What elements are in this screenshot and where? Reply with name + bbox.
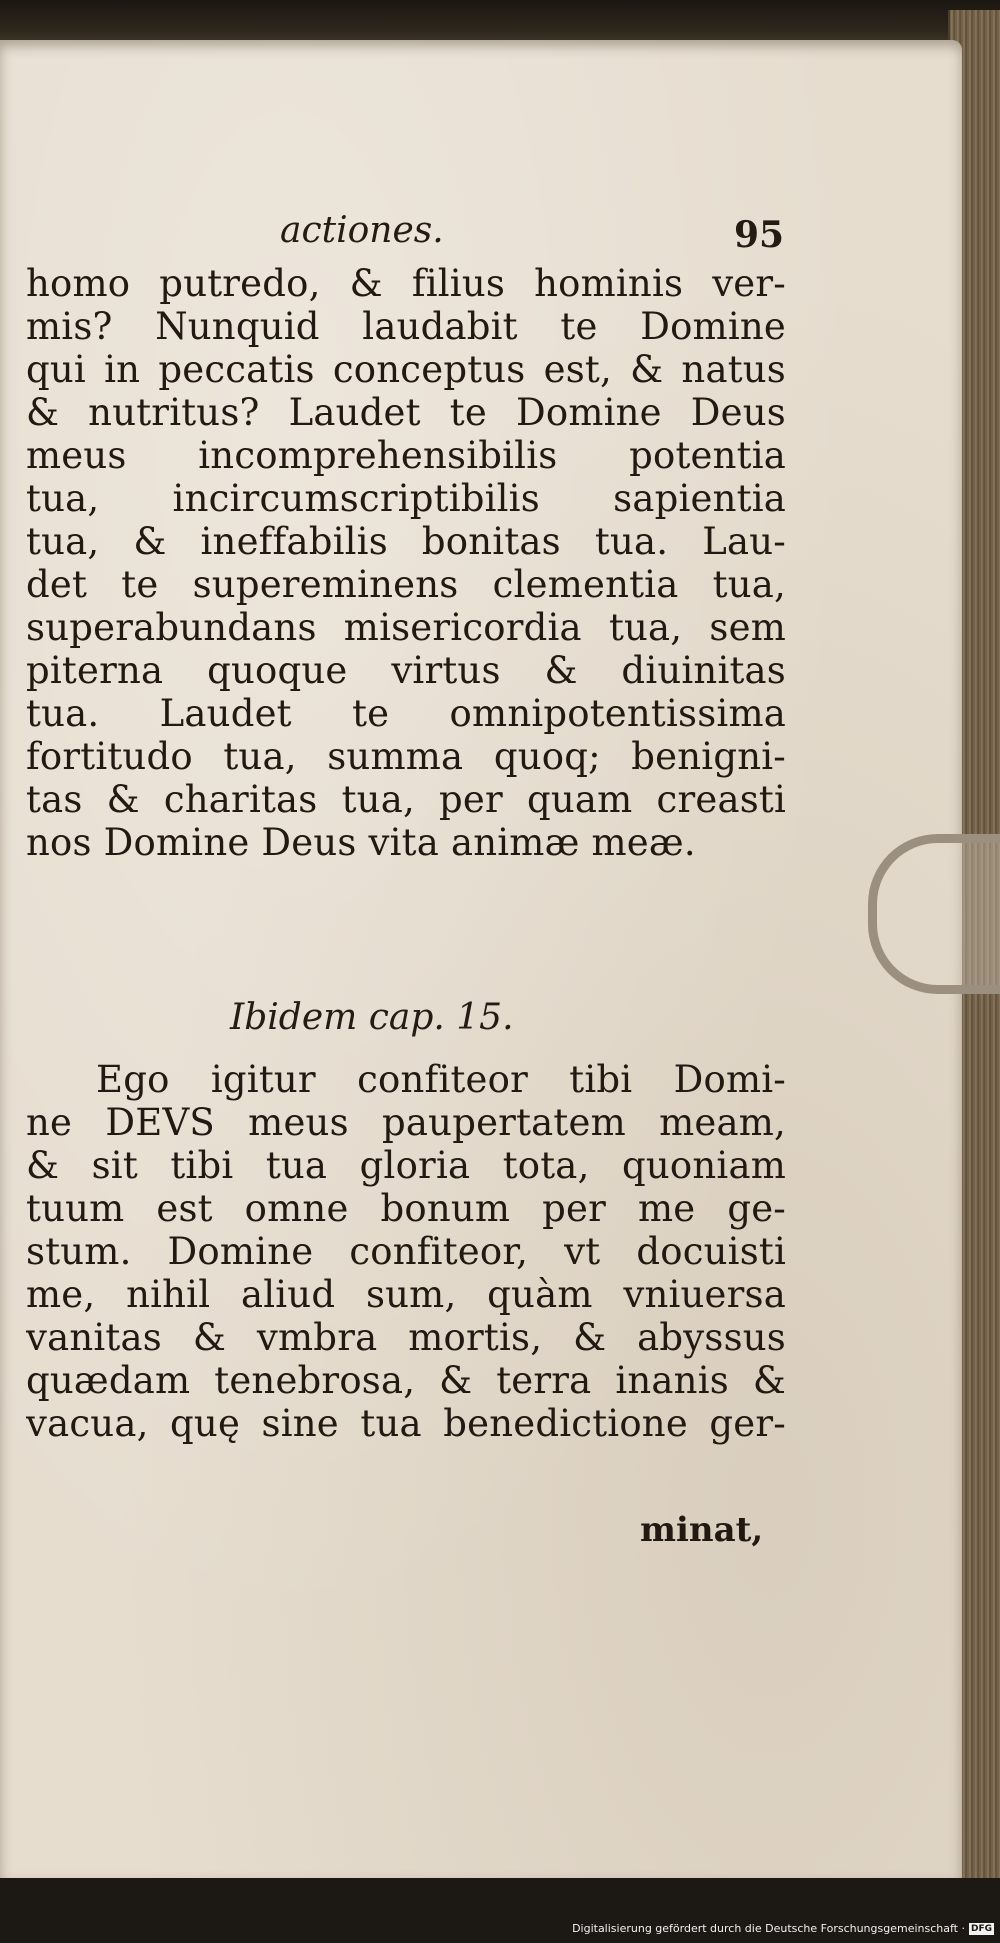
dfg-logo: DFG (970, 1923, 992, 1934)
text-line: Ego igitur confiteor tibi Domi- (96, 1058, 786, 1101)
text-line: quædam tenebrosa, & terra inanis & (26, 1359, 786, 1402)
text-line: vacua, quę sine tua benedictione ger- (26, 1402, 786, 1445)
running-head (0, 210, 800, 260)
text-line: nos Domine Deus vita animæ meæ. (26, 821, 696, 864)
section-heading: Ibidem cap. 15. (230, 997, 514, 1038)
digitization-credit (572, 1922, 994, 1935)
catchword: minat, (640, 1510, 764, 1550)
running-head-title: actiones. (280, 210, 444, 251)
text-line: & sit tibi tua gloria tota, quoniam (26, 1144, 786, 1187)
text-line: ne DEVS meus paupertatem meam, (26, 1101, 786, 1144)
credit-text: Digitalisierung gefördert durch die Deutsche Forschungsgemeinschaft · (572, 1922, 965, 1935)
text-line: & nutritus? Laudet te Domine Deus (26, 391, 786, 434)
text-line: superabundans misericordia tua, sem (26, 606, 786, 649)
text-line: piterna quoque virtus & diuinitas (26, 649, 786, 692)
page-marker-clip (868, 834, 1000, 994)
text-line: qui in peccatis conceptus est, & natus (26, 348, 786, 391)
text-passage-1 (26, 262, 786, 864)
page-number: 95 (734, 214, 785, 256)
text-line: tua. Laudet te omnipotentissima (26, 692, 786, 735)
text-line: tua, & ineffabilis bonitas tua. Lau- (26, 520, 786, 563)
text-line: tas & charitas tua, per quam creasti (26, 778, 786, 821)
text-line: meus incomprehensibilis potentia (26, 434, 786, 477)
text-line: homo putredo, & filius hominis ver- (26, 262, 786, 305)
text-line: me, nihil aliud sum, quàm vniuersa (26, 1273, 786, 1316)
text-line: fortitudo tua, summa quoq; benigni- (26, 735, 786, 778)
text-line: mis? Nunquid laudabit te Domine (26, 305, 786, 348)
text-passage-2 (26, 1058, 786, 1445)
text-line: stum. Domine confiteor, vt docuisti (26, 1230, 786, 1273)
text-line: tuum est omne bonum per me ge- (26, 1187, 786, 1230)
text-line: det te supereminens clementia tua, (26, 563, 786, 606)
text-line: tua, incircumscriptibilis sapientia (26, 477, 786, 520)
text-line: vanitas & vmbra mortis, & abyssus (26, 1316, 786, 1359)
